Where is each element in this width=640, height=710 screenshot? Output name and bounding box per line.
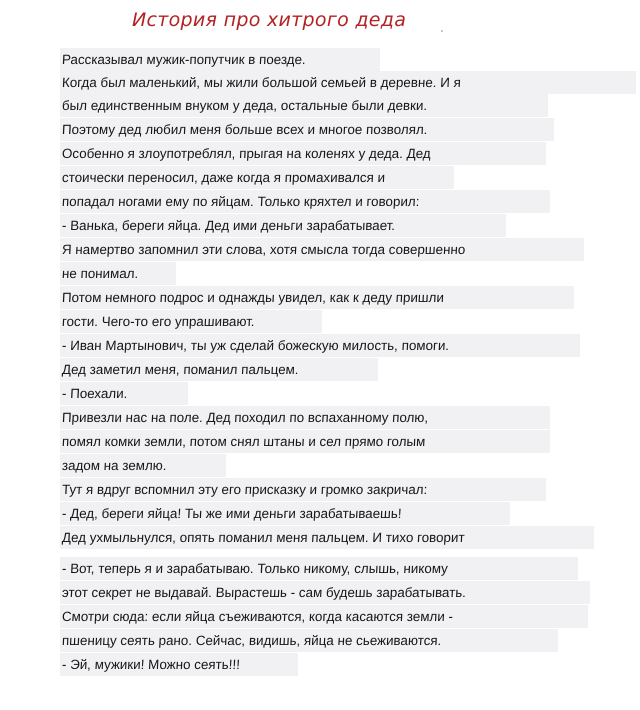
story-line-text: Рассказывал мужик-попутчик в поезде.	[61, 52, 307, 67]
story-line	[60, 118, 554, 141]
story-line	[60, 478, 546, 501]
story-line-text: гости. Чего-то его упрашивают.	[61, 314, 256, 329]
story-line-text: Поэтому дед любил меня больше всех и многое позволял.	[61, 122, 428, 137]
story-line-text: Дед заметил меня, поманил пальцем.	[61, 362, 299, 377]
story-line	[60, 382, 188, 405]
story-line-text: Дед ухмыльнулся, опять поманил меня пальцем. И тихо говорит	[61, 530, 466, 545]
story-line	[60, 286, 574, 309]
story-line	[60, 71, 636, 94]
story-line	[60, 430, 550, 453]
story-line-text: - Ванька, береги яйца. Дед ими деньги зарабатывает.	[61, 218, 396, 233]
stray-dot	[441, 30, 443, 32]
story-line	[60, 526, 594, 549]
story-line	[60, 629, 558, 652]
story-line	[60, 262, 176, 285]
document-title: История про хитрого деда	[132, 9, 407, 31]
story-line-text: задом на землю.	[61, 458, 167, 473]
story-line-text: стоически переносил, даже когда я промахивался и	[61, 170, 386, 185]
story-line-text: не понимал.	[61, 266, 139, 281]
story-line-text: - Иван Мартынович, ты уж сделай божескую милость, помоги.	[61, 338, 450, 353]
story-line-text: - Эй, мужики! Можно сеять!!!	[61, 657, 241, 672]
story-line	[60, 142, 546, 165]
story-line-text: попадал ногами ему по яйцам. Только кряхтел и говорил:	[61, 194, 420, 209]
story-line-text: Потом немного подрос и однажды увидел, как к деду пришли	[61, 290, 445, 305]
story-line-text: Я намертво запомнил эти слова, хотя смысла тогда совершенно	[61, 242, 466, 257]
story-line-text: Особенно я злоупотреблял, прыгая на коленях у деда. Дед	[61, 146, 432, 161]
story-line	[60, 557, 578, 580]
story-line-text: этот секрет не выдавай. Вырастешь - сам будешь зарабатывать.	[61, 585, 467, 600]
story-line	[60, 310, 322, 333]
story-line-text: Когда был маленький, мы жили большой семьей в деревне. И я	[61, 75, 462, 90]
story-line	[60, 190, 550, 213]
story-line-text: пшеницу сеять рано. Сейчас, видишь, яйца не сьеживаются.	[61, 633, 442, 648]
story-line-text: был единственным внуком у деда, остальные были девки.	[61, 98, 428, 113]
story-line-text: - Дед, береги яйца! Ты же ими деньги зарабатываешь!	[61, 506, 403, 521]
story-line	[60, 214, 506, 237]
story-line-text: - Поехали.	[61, 386, 128, 401]
story-line-text: - Вот, теперь я и зарабатываю. Только никому, слышь, никому	[61, 561, 449, 576]
story-line	[60, 454, 226, 477]
story-line	[60, 406, 550, 429]
story-line	[60, 653, 298, 676]
story-line	[60, 581, 590, 604]
story-line	[60, 238, 584, 261]
story-line	[60, 605, 588, 628]
story-line	[60, 502, 510, 525]
story-line	[60, 94, 548, 117]
story-line-text: помял комки земли, потом снял штаны и сел прямо голым	[61, 434, 426, 449]
story-line-text: Смотри сюда: если яйца съеживаются, когда касаются земли -	[61, 609, 454, 624]
story-line	[60, 48, 380, 71]
story-line-text: Тут я вдруг вспомнил эту его присказку и громко закричал:	[61, 482, 428, 497]
story-line	[60, 334, 580, 357]
story-line	[60, 166, 454, 189]
story-line-text: Привезли нас на поле. Дед походил по вспаханному полю,	[61, 410, 429, 425]
story-line	[60, 358, 378, 381]
